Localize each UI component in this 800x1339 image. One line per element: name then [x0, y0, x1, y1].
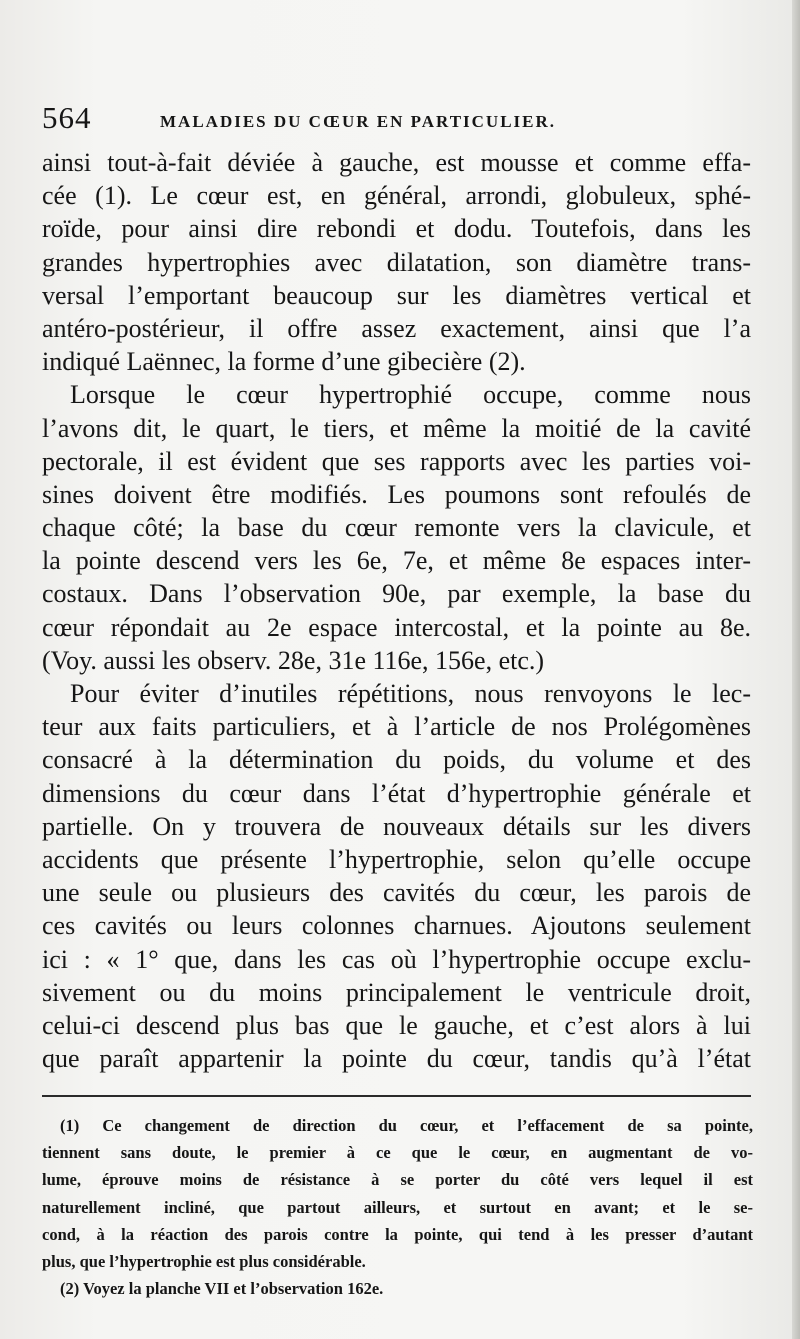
body-line: grandes hypertrophies avec dilatation, son diamètre trans- [42, 247, 751, 277]
body-line: dimensions du cœur dans l’état d’hypertrophie générale et [42, 778, 751, 808]
body-line: cœur répondait au 2e espace intercostal, et la pointe au 8e. [42, 612, 751, 642]
body-line: Lorsque le cœur hypertrophié occupe, comme nous [70, 380, 751, 410]
body-line: ces cavités ou leurs colonnes charnues. Ajoutons seulement [42, 911, 751, 941]
body-line: consacré à la détermination du poids, du volume et des [42, 745, 751, 775]
body-line: accidents que présente l’hypertrophie, selon qu’elle occupe [42, 844, 751, 874]
footnote-line: lume, éprouve moins de résistance à se porter du côté vers lequel il est [42, 1170, 753, 1190]
body-line: cée (1). Le cœur est, en général, arrondi, globuleux, sphé- [42, 181, 751, 211]
body-line: celui-ci descend plus bas que le gauche, et c’est alors à lui [42, 1010, 751, 1040]
body-line: pectorale, il est évident que ses rapports avec les parties voi- [42, 446, 751, 476]
body-line: costaux. Dans l’observation 90e, par exemple, la base du [42, 579, 751, 609]
body-line: chaque côté; la base du cœur remonte vers la clavicule, et [42, 513, 751, 543]
body-line: ici : « 1° que, dans les cas où l’hypertrophie occupe exclu- [42, 944, 751, 974]
body-line: versal l’emportant beaucoup sur les diamètres vertical et [42, 280, 751, 310]
body-line: que paraît appartenir la pointe du cœur, tandis qu’à l’état [42, 1044, 751, 1074]
footnote-line: plus, que l’hypertrophie est plus considérable. [42, 1251, 366, 1271]
body-line: une seule ou plusieurs des cavités du cœur, les parois de [42, 878, 751, 908]
running-title: MALADIES DU CŒUR EN PARTICULIER. [160, 112, 557, 131]
footnote-line: tiennent sans doute, le premier à ce que le cœur, en augmentant de vo- [42, 1143, 753, 1163]
body-line: teur aux faits particuliers, et à l’article de nos Prolégomènes [42, 712, 751, 742]
footnote-line: naturellement incliné, que partout ailleurs, et surtout en avant; et le se- [42, 1197, 753, 1217]
footnotes [42, 1112, 753, 1302]
body-line: (Voy. aussi les observ. 28e, 31e 116e, 156e, etc.) [42, 645, 545, 675]
body-line: antéro-postérieur, il offre assez exactement, ainsi que l’a [42, 313, 751, 343]
footnote-line: (2) Voyez la planche VII et l’observation 162e. [60, 1279, 384, 1299]
body-line: sines doivent être modifiés. Les poumons sont refoulés de [42, 479, 751, 509]
body-text [42, 146, 751, 1075]
body-line: Pour éviter d’inutiles répétitions, nous renvoyons le lec- [70, 679, 751, 708]
body-line: sivement ou du moins principalement le ventricule droit, [42, 977, 751, 1007]
body-line: ainsi tout-à-fait déviée à gauche, est mousse et comme effa- [42, 148, 751, 177]
body-line: partielle. On y trouvera de nouveaux détails sur les divers [42, 811, 751, 841]
page-number: 564 [42, 100, 92, 135]
page-header [42, 100, 762, 140]
page-edge-shadow [792, 0, 800, 1339]
body-line: l’avons dit, le quart, le tiers, et même la moitié de la cavité [42, 413, 751, 443]
body-line: indiqué Laënnec, la forme d’une gibecière (2). [42, 347, 526, 377]
footnote-line: (1) Ce changement de direction du cœur, et l’effacement de sa pointe, [60, 1116, 753, 1135]
footnote-line: cond, à la réaction des parois contre la pointe, qui tend à les presser d’autant [42, 1224, 753, 1244]
body-line: roïde, pour ainsi dire rebondi et dodu. Toutefois, dans les [42, 214, 751, 244]
body-line: la pointe descend vers les 6e, 7e, et même 8e espaces inter- [42, 546, 751, 576]
footnote-separator [42, 1095, 751, 1097]
